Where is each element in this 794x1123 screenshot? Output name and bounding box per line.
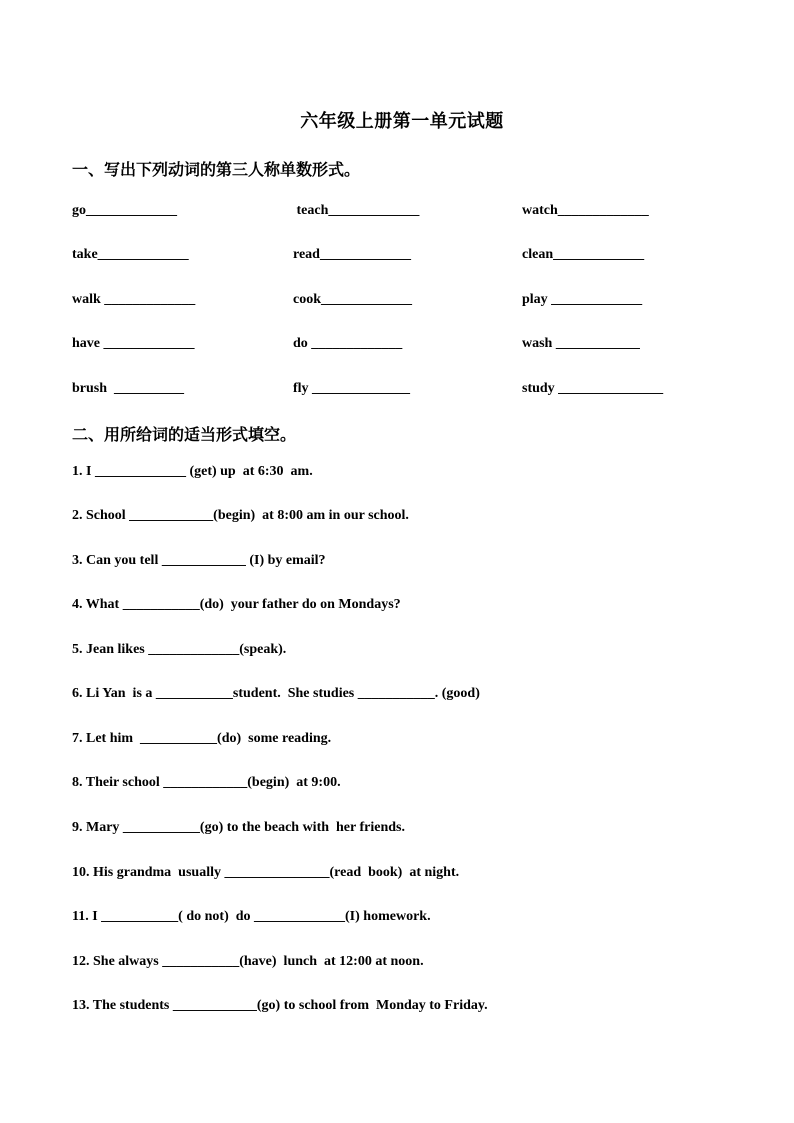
verb-row: [72, 381, 722, 401]
verb-blank: take_____________: [72, 247, 189, 262]
verb-blank: watch_____________: [522, 203, 649, 218]
verb-blank: do _____________: [293, 336, 403, 351]
verb-blank: read_____________: [293, 247, 411, 262]
question-item: 1. I _____________ (get) up at 6:30 am.: [72, 464, 313, 479]
section-1-heading: 一、写出下列动词的第三人称单数形式。: [72, 162, 361, 179]
verb-row: [72, 292, 722, 312]
verb-blank: walk _____________: [72, 292, 196, 307]
verb-blank: have _____________: [72, 336, 195, 351]
verb-blank: fly ______________: [293, 381, 411, 396]
verb-row: [72, 247, 722, 267]
question-item: 2. School ____________(begin) at 8:00 am in our school.: [72, 508, 409, 523]
question-item: 9. Mary ___________(go) to the beach with her friends.: [72, 820, 405, 835]
question-item: 13. The students ____________(go) to school from Monday to Friday.: [72, 998, 488, 1013]
verb-blank: study _______________: [522, 381, 664, 396]
question-item: 10. His grandma usually _______________(read book) at night.: [72, 865, 460, 880]
verb-row: [72, 336, 722, 356]
question-item: 12. She always ___________(have) lunch at 12:00 at noon.: [72, 954, 424, 969]
verb-row: [72, 203, 722, 223]
question-item: 8. Their school ____________(begin) at 9:00.: [72, 775, 341, 790]
verb-blank: brush __________: [72, 381, 185, 396]
question-item: 5. Jean likes _____________(speak).: [72, 642, 287, 657]
question-item: 11. I ___________( do not) do _____________(I) homework.: [72, 909, 431, 924]
verb-blank: clean_____________: [522, 247, 645, 262]
question-item: 7. Let him ___________(do) some reading.: [72, 731, 332, 746]
question-item: 6. Li Yan is a ___________student. She studies ___________. (good): [72, 686, 480, 701]
section-2-heading: 二、用所给词的适当形式填空。: [72, 427, 297, 444]
verb-blank: teach_____________: [293, 203, 420, 218]
verb-blank: wash ____________: [522, 336, 640, 351]
verb-blank: cook_____________: [293, 292, 412, 307]
page-title: 六年级上册第一单元试题: [300, 111, 504, 131]
question-item: 4. What ___________(do) your father do on Mondays?: [72, 597, 401, 612]
question-item: 3. Can you tell ____________ (I) by email?: [72, 553, 326, 568]
verb-blank: play _____________: [522, 292, 643, 307]
verb-blank: go_____________: [72, 203, 177, 218]
